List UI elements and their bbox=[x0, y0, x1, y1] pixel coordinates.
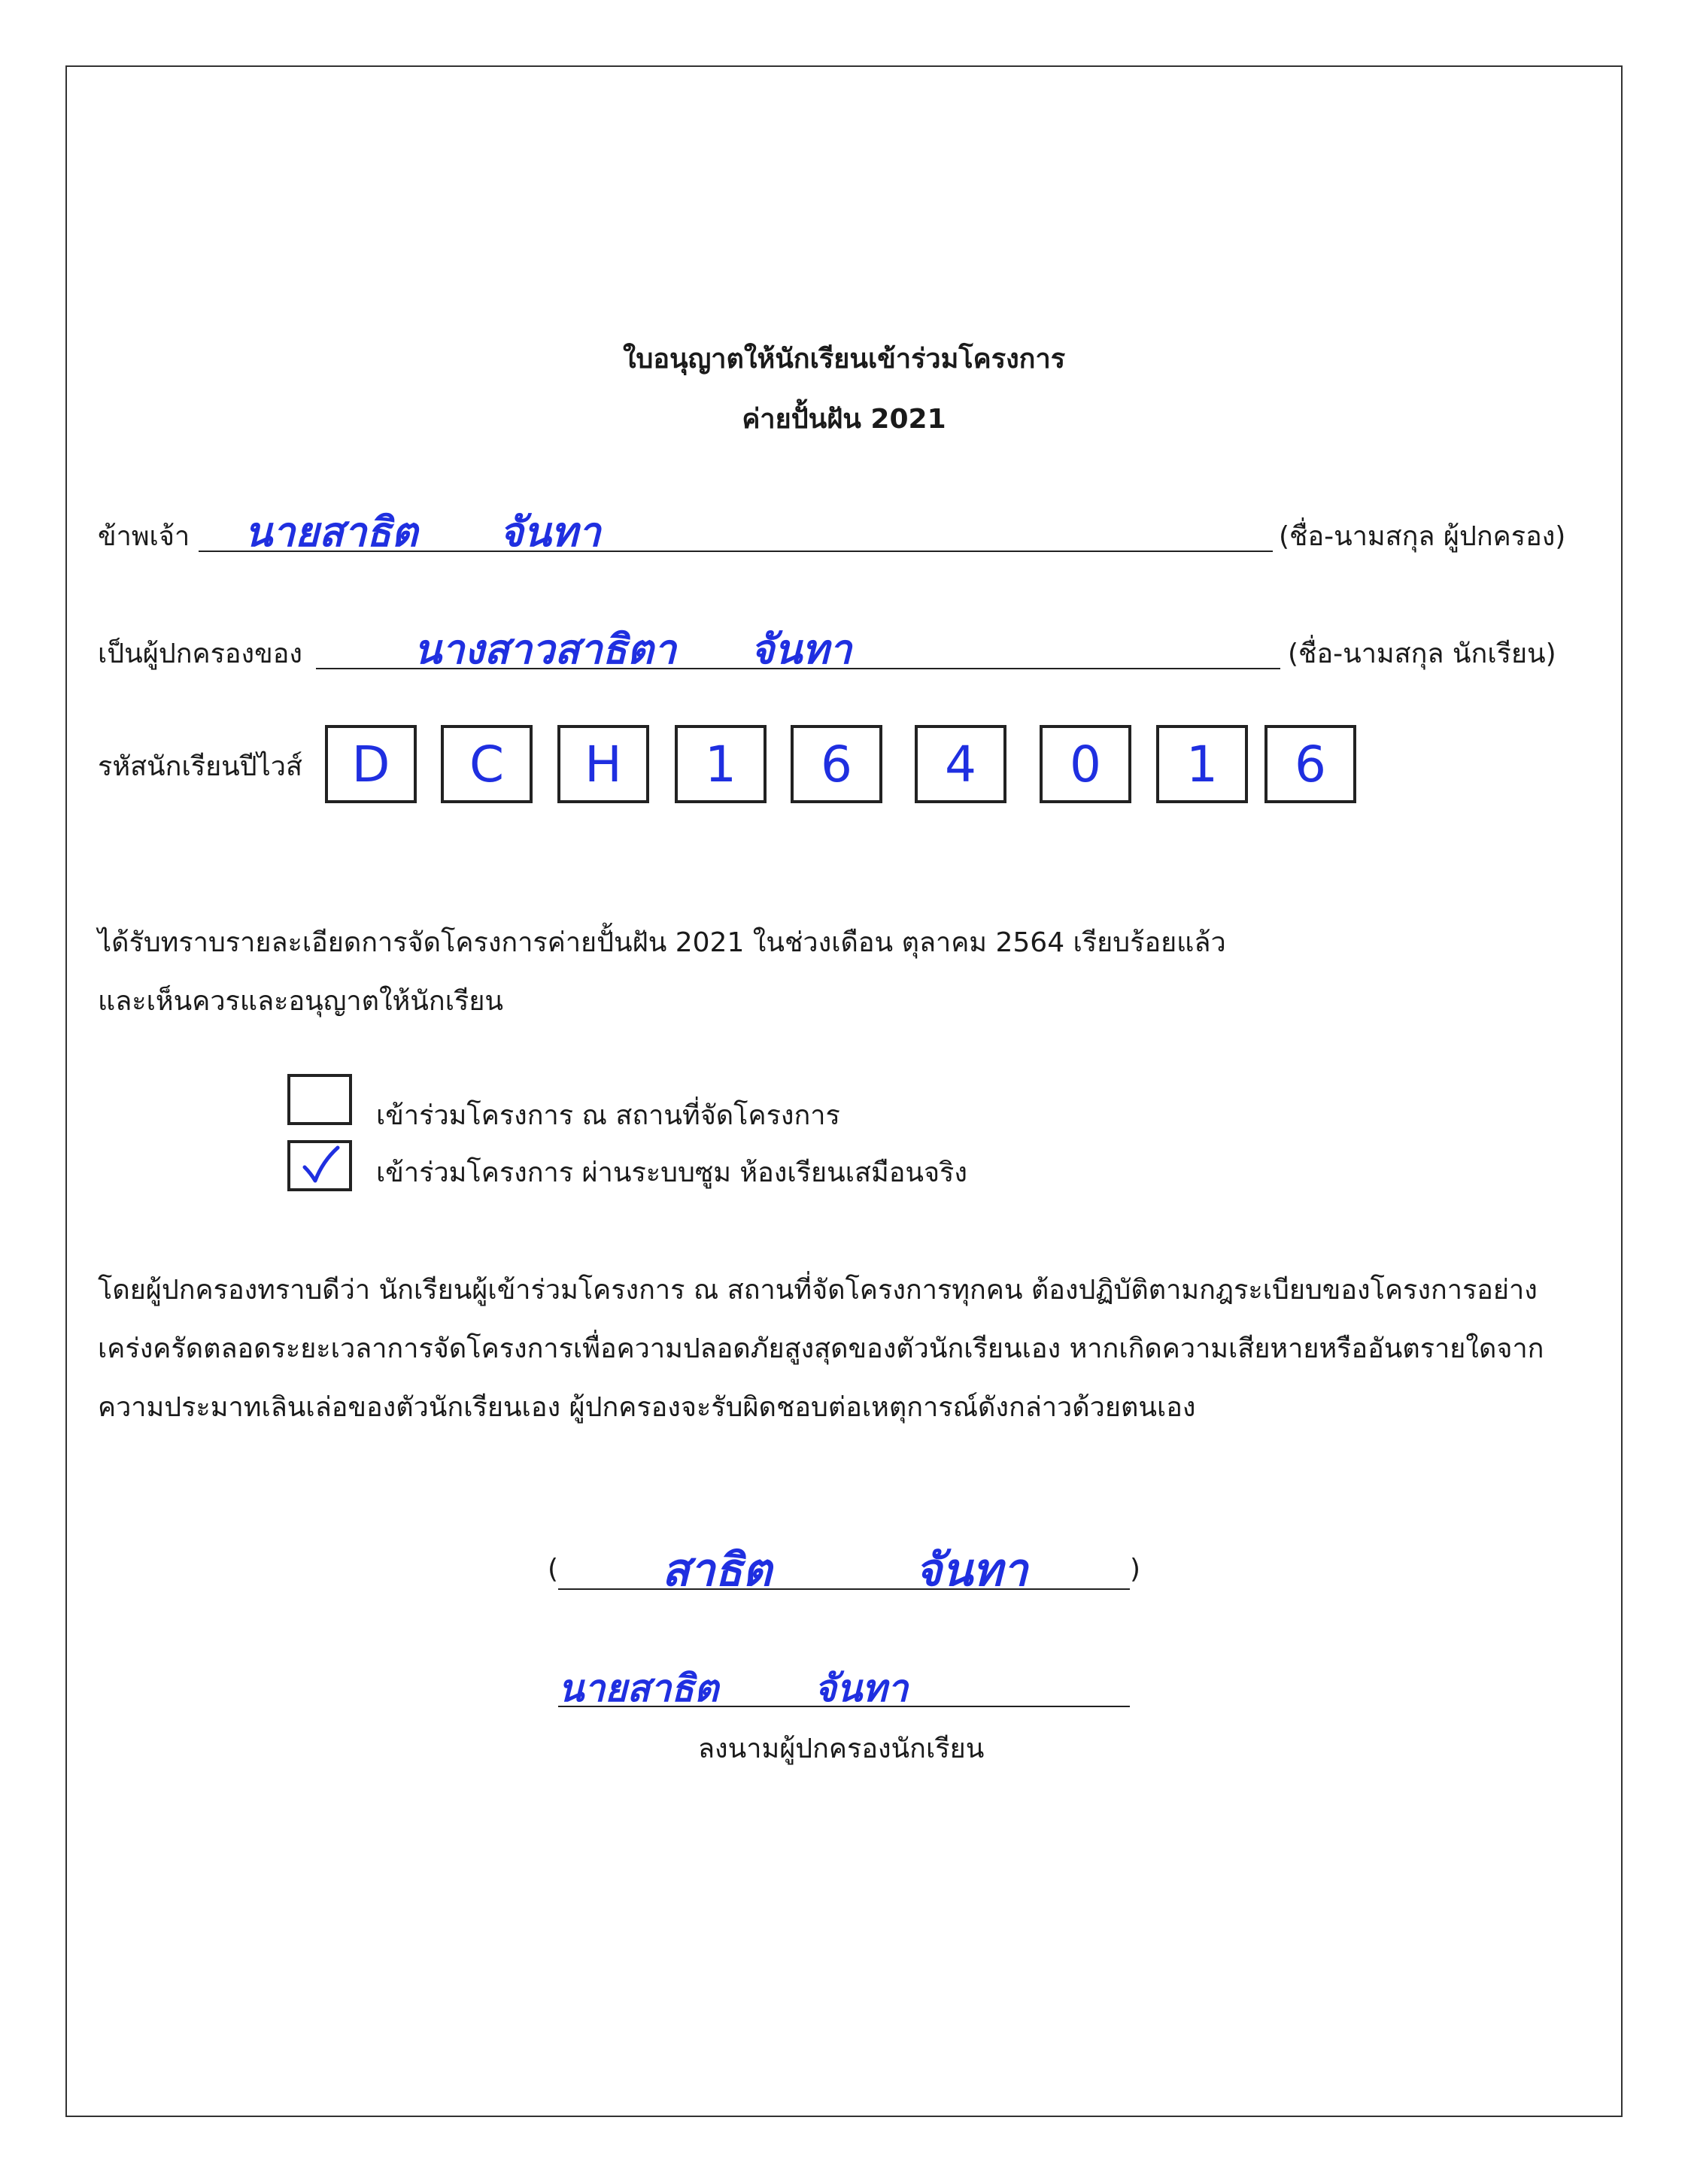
printed-name-handwritten[interactable]: สาธิต จันทา bbox=[662, 1544, 1028, 1597]
code-box-3[interactable]: H bbox=[557, 725, 649, 803]
guardian-name-hint: (ชื่อ-นามสกุล ผู้ปกครอง) bbox=[1279, 521, 1566, 552]
student-name-handwritten[interactable]: นางสาวสาธิตา จันทา bbox=[414, 625, 852, 673]
form-subtitle: ค่ายปั้นฝัน 2021 bbox=[742, 404, 946, 435]
code-box-6[interactable]: 4 bbox=[915, 725, 1006, 803]
ack-line-2: และเห็นควรและอนุญาตให้นักเรียน bbox=[98, 986, 504, 1017]
terms-line-1: โดยผู้ปกครองทราบดีว่า นักเรียนผู้เข้าร่วมโครงการ ณ สถานที่จัดโครงการทุกคน ต้องปฏิบัติตามกฎระเบียบของโครงการอย่าง bbox=[98, 1275, 1538, 1306]
terms-line-2: เคร่งครัดตลอดระยะเวลาการจัดโครงการเพื่อความปลอดภัยสูงสุดของตัวนักเรียนเอง หากเกิดความเสียหายหรืออันตรายใดจาก bbox=[98, 1333, 1544, 1364]
terms-line-3: ความประมาทเลินเล่อของตัวนักเรียนเอง ผู้ปกครองจะรับผิดชอบต่อเหตุการณ์ดังกล่าวด้วยตนเอง bbox=[98, 1392, 1196, 1423]
code-box-7[interactable]: 0 bbox=[1040, 725, 1131, 803]
student-code-label: รหัสนักเรียนปีไวส์ bbox=[98, 751, 302, 782]
student-name-hint: (ชื่อ-นามสกุล นักเรียน) bbox=[1288, 639, 1556, 669]
form-title: ใบอนุญาตให้นักเรียนเข้าร่วมโครงการ bbox=[622, 344, 1066, 375]
guardian-name-handwritten[interactable]: นายสาธิต จันทา bbox=[244, 508, 601, 556]
code-box-5[interactable]: 6 bbox=[791, 725, 882, 803]
option-onsite-checkbox[interactable] bbox=[287, 1074, 352, 1125]
paren-close: ) bbox=[1130, 1554, 1141, 1585]
code-box-9[interactable]: 6 bbox=[1264, 725, 1356, 803]
code-box-2[interactable]: C bbox=[441, 725, 533, 803]
paren-open: ( bbox=[548, 1554, 559, 1585]
code-box-4[interactable]: 1 bbox=[675, 725, 767, 803]
ack-line-1: ได้รับทราบรายละเอียดการจัดโครงการค่ายปั้นฝัน 2021 ในช่วงเดือน ตุลาคม 2564 เรียบร้อยแล้ว bbox=[98, 927, 1226, 958]
option-zoom-label: เข้าร่วมโครงการ ผ่านระบบซูม ห้องเรียนเสมือนจริง bbox=[376, 1157, 967, 1188]
student-label: เป็นผู้ปกครองของ bbox=[98, 639, 302, 669]
signature-handwritten[interactable]: นายสาธิต จันทา bbox=[558, 1666, 909, 1710]
signature-caption: ลงนามผู้ปกครองนักเรียน bbox=[698, 1734, 985, 1764]
check-mark-icon bbox=[297, 1145, 342, 1187]
code-box-8[interactable]: 1 bbox=[1156, 725, 1248, 803]
option-zoom-checkbox[interactable] bbox=[287, 1140, 352, 1191]
code-box-1[interactable]: D bbox=[325, 725, 417, 803]
option-onsite-label: เข้าร่วมโครงการ ณ สถานที่จัดโครงการ bbox=[376, 1100, 840, 1131]
guardian-label: ข้าพเจ้า bbox=[98, 521, 190, 552]
